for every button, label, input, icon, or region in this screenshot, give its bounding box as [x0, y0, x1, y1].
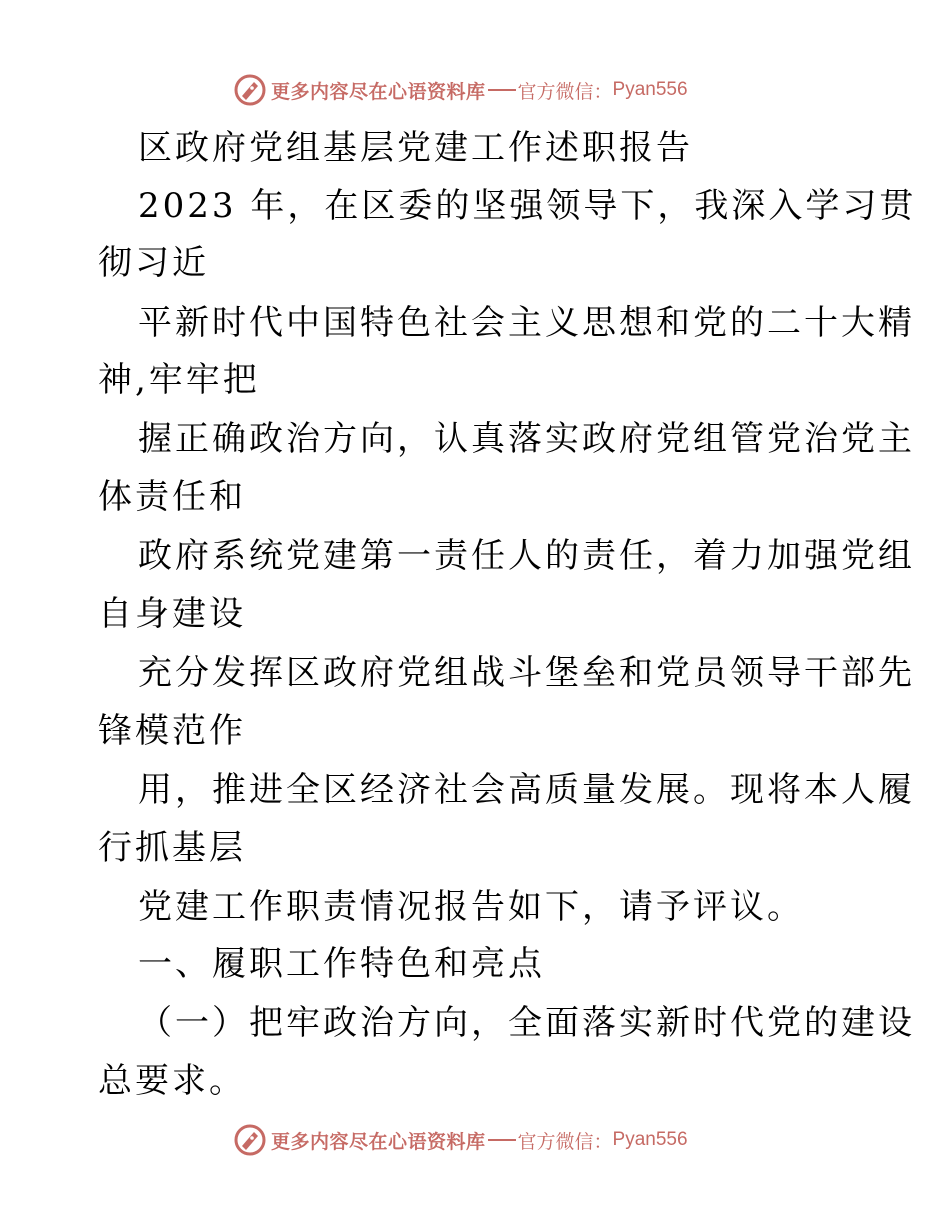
pen-nib-circle-icon — [233, 73, 267, 107]
document-title: 区政府党组基层党建工作述职报告 — [138, 128, 693, 168]
watermark-sub: 官方微信： — [517, 80, 613, 103]
paragraph-line: 用，推进全区经济社会高质量发展。现将本人履 — [138, 770, 915, 810]
watermark-id: Pyan556 — [612, 1129, 688, 1150]
paragraph-line: 自身建设 — [98, 594, 246, 634]
paragraph-line: 神,牢牢把 — [98, 360, 260, 400]
paragraph-line: 握正确政治方向，认真落实政府党组管党治党主 — [138, 419, 915, 459]
watermark-dash — [488, 89, 516, 91]
subsection-heading: （一）把牢政治方向，全面落实新时代党的建设 — [138, 1003, 915, 1043]
paragraph-line: 体责任和 — [98, 477, 246, 517]
watermark-dash — [488, 1139, 516, 1141]
watermark-banner-bottom — [233, 1122, 713, 1158]
paragraph-line: 锋模范作 — [98, 711, 246, 751]
paragraph-line: 充分发挥区政府党组战斗堡垒和党员领导干部先 — [138, 653, 915, 693]
watermark-id: Pyan556 — [612, 79, 688, 100]
watermark-banner-top — [233, 72, 713, 108]
paragraph-line: 平新时代中国特色社会主义思想和党的二十大精 — [138, 303, 915, 343]
watermark-text: 更多内容尽在心语资料库 — [271, 80, 486, 103]
paragraph-line: 2023 年，在区委的坚强领导下，我深入学习贯 — [138, 186, 917, 226]
paragraph-line: 总要求。 — [98, 1061, 246, 1101]
watermark-sub: 官方微信： — [517, 1130, 613, 1153]
pen-nib-circle-icon — [233, 1123, 267, 1157]
paragraph-line: 行抓基层 — [98, 828, 246, 868]
paragraph-line: 党建工作职责情况报告如下，请予评议。 — [138, 887, 804, 927]
section-heading: 一、履职工作特色和亮点 — [138, 944, 545, 984]
paragraph-line: 政府系统党建第一责任人的责任，着力加强党组 — [138, 536, 915, 576]
watermark-text: 更多内容尽在心语资料库 — [271, 1130, 486, 1153]
paragraph-line: 彻习近 — [98, 243, 209, 283]
